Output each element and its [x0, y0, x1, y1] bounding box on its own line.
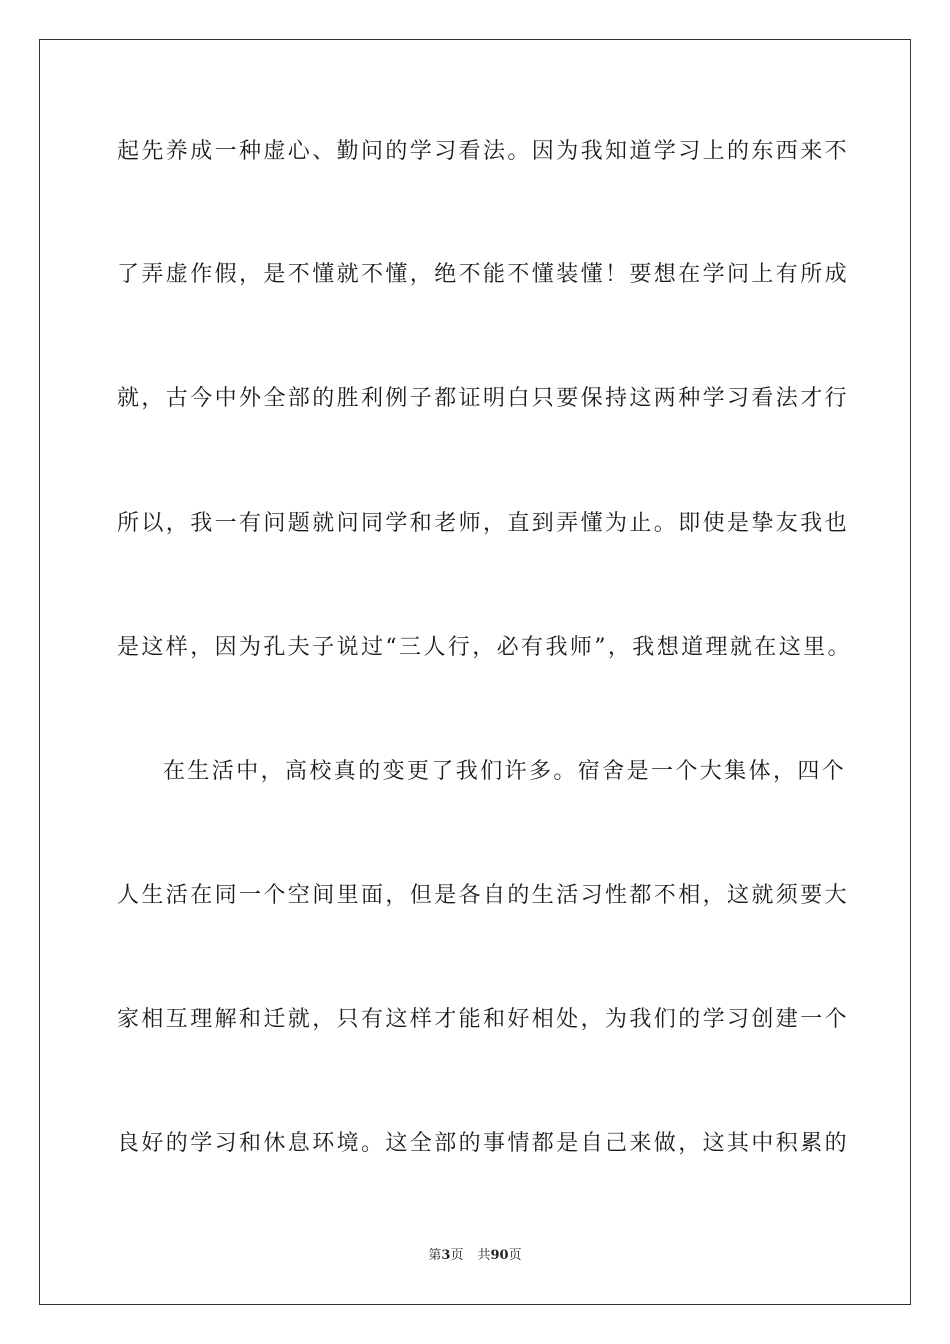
text-line: 就，古今中外全部的胜利例子都证明白只要保持这两种学习看法才行 — [117, 386, 850, 411]
total-suffix: 页 — [508, 1248, 522, 1263]
text-line: 是这样，因为孔夫子说过“三人行，必有我师”，我想道理就在这里。 — [117, 635, 852, 660]
page-number: 3 — [441, 1248, 451, 1263]
text-line: 良好的学习和休息环境。这全部的事情都是自己来做，这其中积累的 — [117, 1131, 850, 1156]
page-footer — [0, 1249, 950, 1262]
text-line: 在生活中，高校真的变更了我们许多。宿舍是一个大集体，四个 — [163, 759, 847, 784]
total-pages: 90 — [490, 1248, 509, 1263]
text-line: 起先养成一种虚心、勤问的学习看法。因为我知道学习上的东西来不 — [117, 139, 850, 164]
text-line: 人生活在同一个空间里面，但是各自的生活习性都不相，这就须要大 — [117, 883, 850, 908]
text-line: 了弄虚作假，是不懂就不懂，绝不能不懂装懂！要想在学问上有所成 — [117, 262, 850, 287]
page-prefix: 第 — [428, 1248, 442, 1263]
page-border — [39, 39, 911, 1305]
total-prefix: 共 — [477, 1248, 491, 1263]
page-suffix: 页 — [450, 1248, 464, 1263]
text-line: 家相互理解和迁就，只有这样才能和好相处，为我们的学习创建一个 — [117, 1007, 850, 1032]
text-line: 所以，我一有问题就问同学和老师，直到弄懂为止。即使是挚友我也 — [117, 511, 850, 536]
